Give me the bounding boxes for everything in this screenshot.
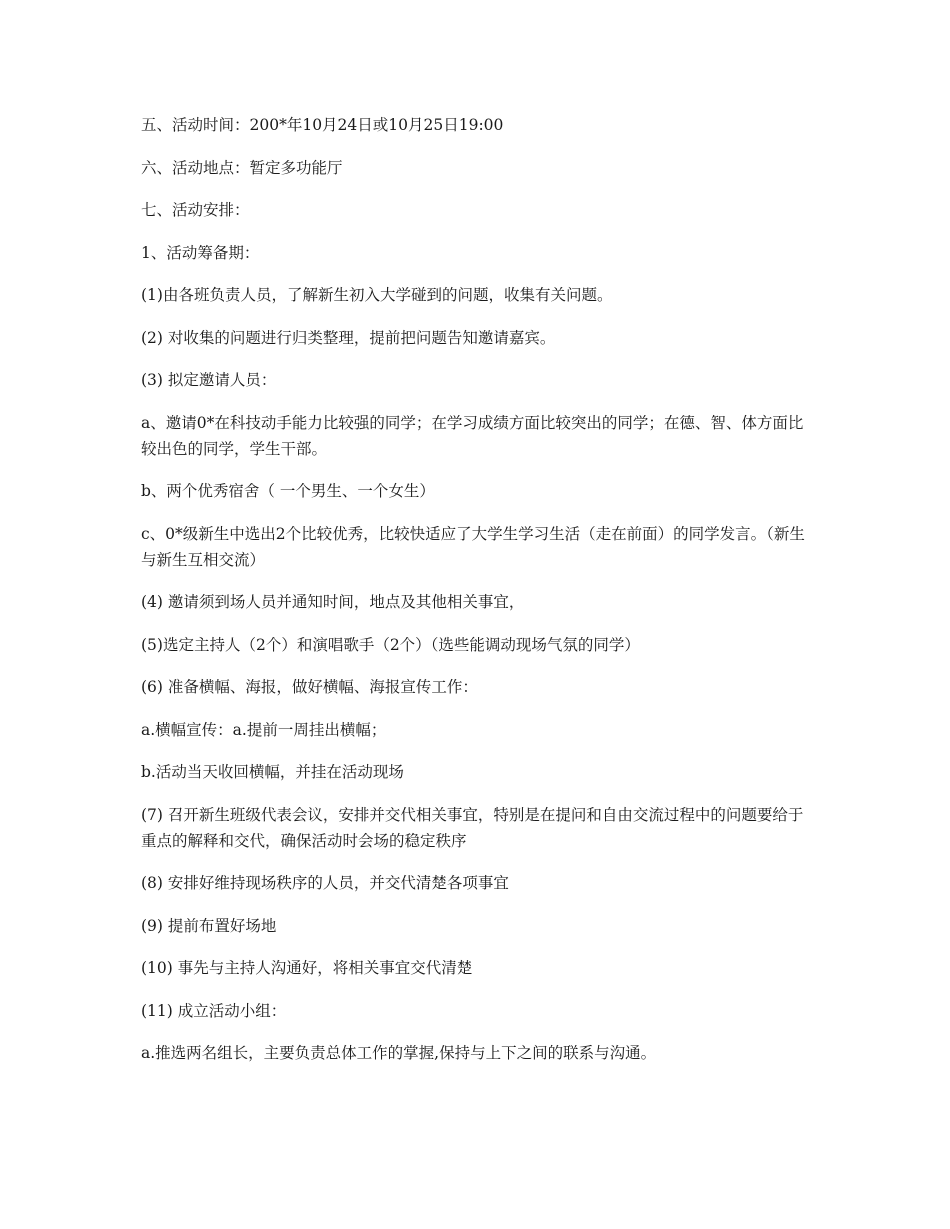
paragraph-item-1: (1)由各班负责人员，了解新生初入大学碰到的问题，收集有关问题。 [141, 286, 613, 304]
paragraph-item-6: (6) 准备横幅、海报，做好横幅、海报宣传工作： [141, 678, 478, 696]
paragraph-item-2: (2) 对收集的问题进行归类整理，提前把问题告知邀请嘉宾。 [141, 328, 556, 347]
paragraph-item-5: (5)选定主持人（2个）和演唱歌手（2个）（选些能调动现场气氛的同学） [141, 635, 640, 654]
paragraph-item-6a: a.横幅宣传：a.提前一周挂出横幅； [141, 720, 387, 739]
paragraph-item-11: (11) 成立活动小组： [141, 1001, 287, 1020]
paragraph-item-3b: b、两个优秀宿舍（ 一个男生、一个女生） [141, 482, 435, 500]
paragraph-activity-time: 五、活动时间：200*年10月24日或10月25日19:00 [141, 116, 504, 134]
paragraph-item-7: (7) 召开新生班级代表会议，安排并交代相关事宜，特别是在提问和自由交流过程中的问题要给于重点的解释和交代，确保活动时会场的稳定秩序 [141, 805, 804, 850]
paragraph-item-3c: c、0*级新生中选出2个比较优秀，比较快适应了大学生学习生活（走在前面）的同学发言。（新生与新生互相交流） [141, 524, 805, 569]
paragraph-item-6b: b.活动当天收回横幅，并挂在活动现场 [141, 763, 404, 781]
paragraph-preparation-period: 1、活动筹备期： [141, 243, 260, 262]
paragraph-item-4: (4) 邀请须到场人员并通知时间，地点及其他相关事宜， [141, 593, 525, 611]
paragraph-item-9: (9) 提前布置好场地 [141, 916, 277, 935]
paragraph-item-3a: a、邀请0*在科技动手能力比较强的同学；在学习成绩方面比较突出的同学；在德、智、体方面比较出色的同学，学生干部。 [141, 413, 804, 458]
document-body [141, 112, 806, 1083]
paragraph-activity-arrangement: 七、活动安排： [141, 201, 250, 219]
paragraph-item-10: (10) 事先与主持人沟通好，将相关事宜交代清楚 [141, 959, 473, 977]
paragraph-activity-location: 六、活动地点：暂定多功能厅 [141, 158, 343, 177]
paragraph-item-3: (3) 拟定邀请人员： [141, 371, 277, 389]
paragraph-item-11a: a.推选两名组长，主要负责总体工作的掌握,保持与上下之间的联系与沟通。 [141, 1044, 657, 1062]
paragraph-item-8: (8) 安排好维持现场秩序的人员，并交代清楚各项事宜 [141, 874, 509, 892]
